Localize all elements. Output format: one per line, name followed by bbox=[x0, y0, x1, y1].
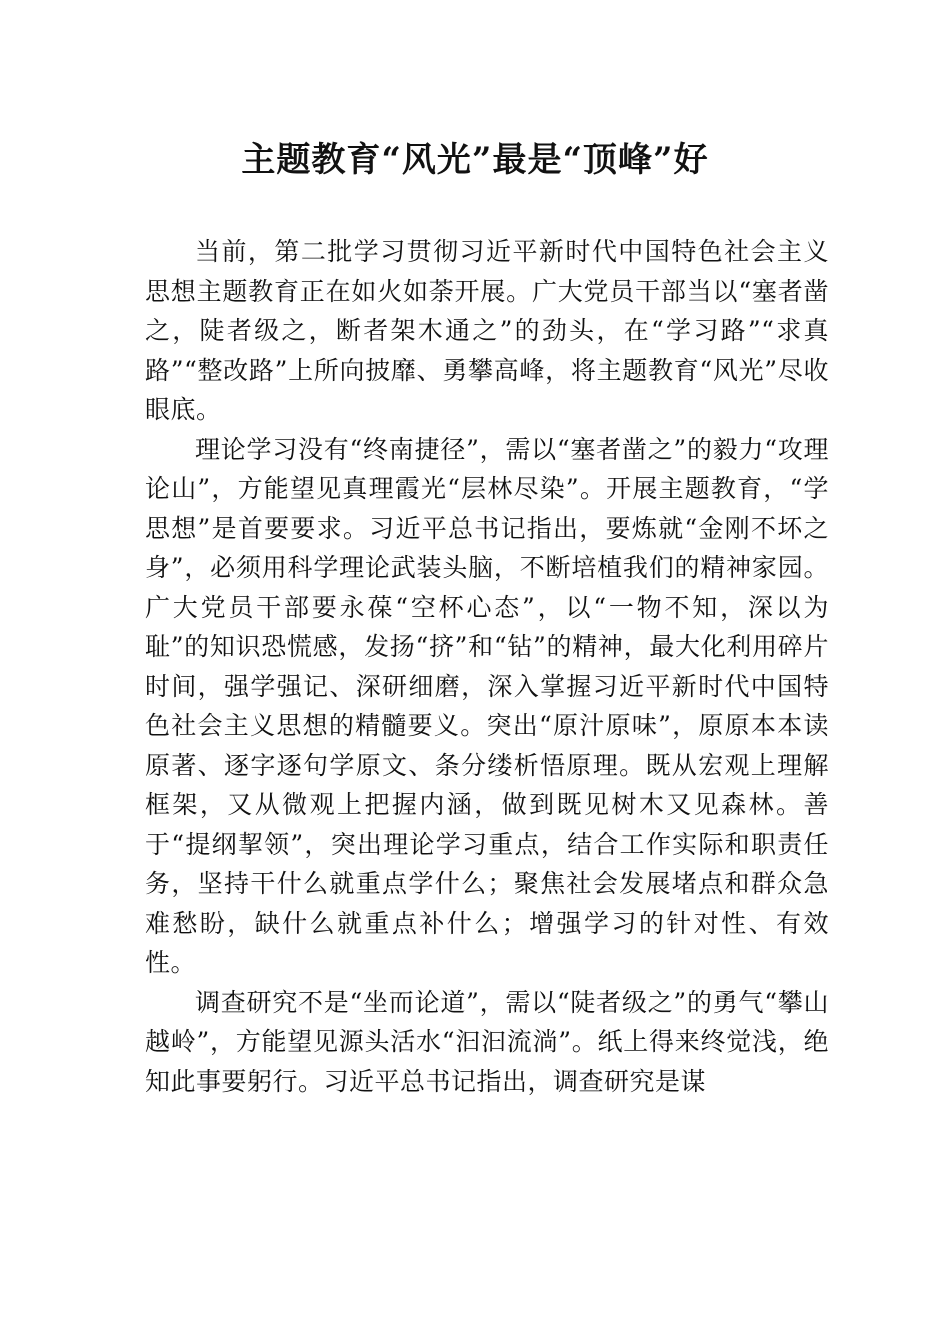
paragraph-theory-study: 理论学习没有“终南捷径”，需以“塞者凿之”的毅力“攻理论山”，方能望见真理霞光“层林尽染”。开展主题教育，“学思想”是首要要求。习近平总书记指出，要炼就“金刚不坏之身”，必须用科学理论武装头脑，不断培植我们的精神家园。广大党员干部要永葆“空杯心态”，以“一物不知，深以为耻”的知识恐慌感，发扬“挤”和“钻”的精神，最大化利用碎片时间，强学强记、深研细磨，深入掌握习近平新时代中国特色社会主义思想的精髓要义。突出“原汁原味”，原原本本读原著、逐字逐句学原文、条分缕析悟原理。既从宏观上理解框架，又从微观上把握内涵，做到既见树木又见森林。善于“提纲挈领”，突出理论学习重点，结合工作实际和职责任务，坚持干什么就重点学什么；聚焦社会发展堵点和群众急难愁盼，缺什么就重点补什么；增强学习的针对性、有效性。 bbox=[145, 434, 829, 977]
paragraph-intro: 当前，第二批学习贯彻习近平新时代中国特色社会主义思想主题教育正在如火如荼开展。广大党员干部当以“塞者凿之，陡者级之，断者架木通之”的劲头，在“学习路”“求真路”“整改路”上所向披靡、勇攀高峰，将主题教育“风光”尽收眼底。 bbox=[145, 237, 829, 424]
paragraph-research: 调查研究不是“坐而论道”，需以“陡者级之”的勇气“攀山越岭”，方能望见源头活水“汩汩流淌”。纸上得来终觉浅，绝知此事要躬行。习近平总书记指出，调查研究是谋 bbox=[145, 987, 829, 1096]
document-title: 主题教育“风光”最是“顶峰”好 bbox=[241, 140, 709, 180]
document-body bbox=[145, 232, 829, 1101]
